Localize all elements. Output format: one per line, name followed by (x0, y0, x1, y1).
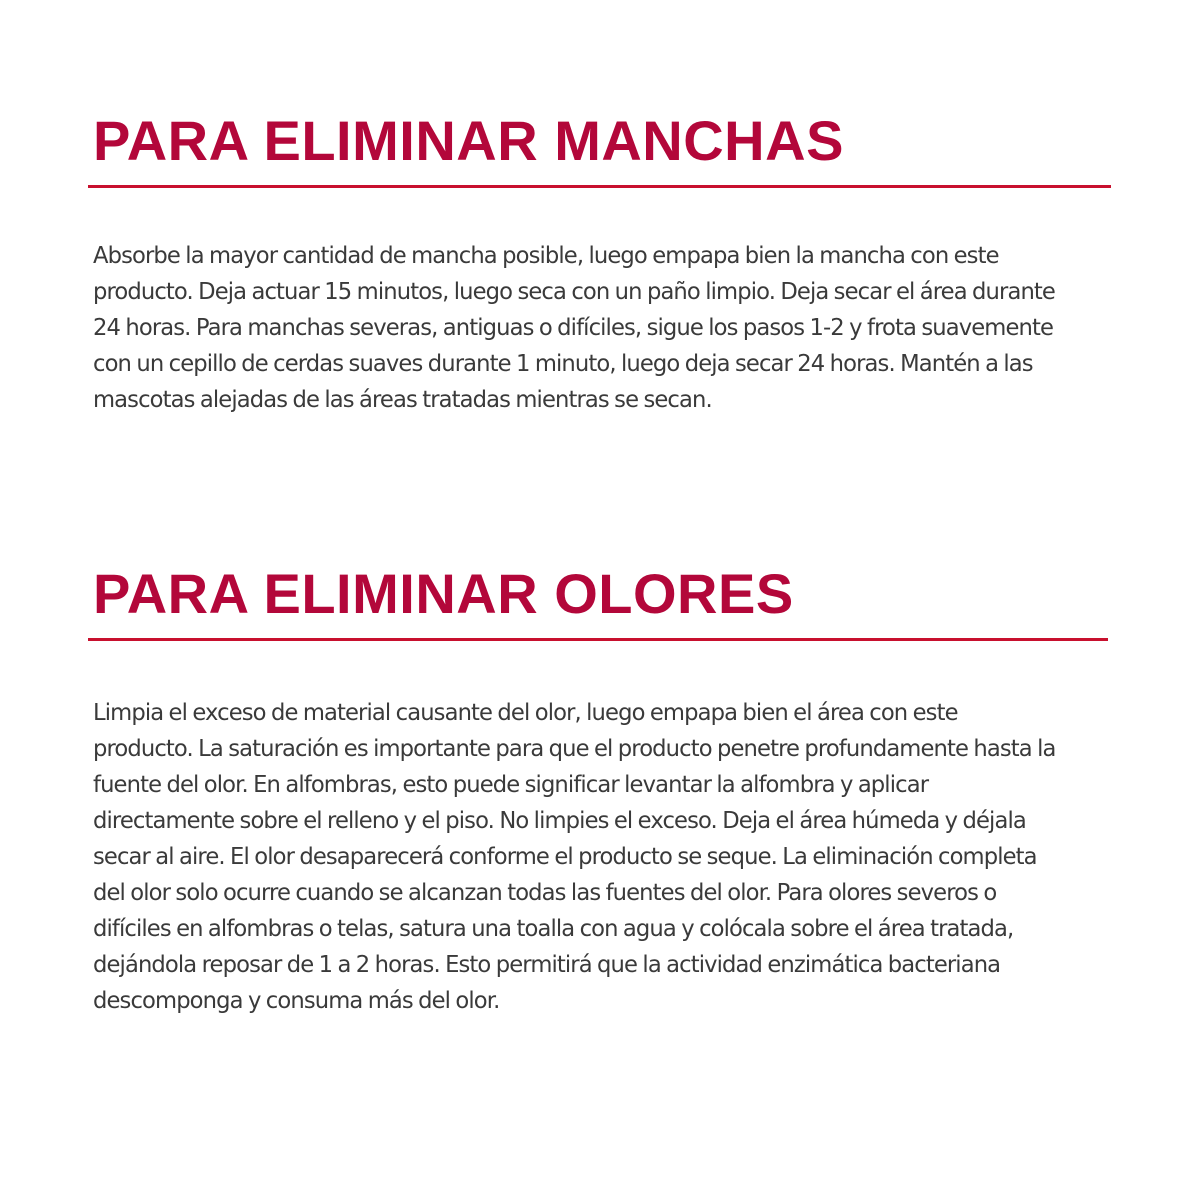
odors-heading: PARA ELIMINAR OLORES (93, 562, 794, 625)
odors-line: descomponga y consuma más del olor. (93, 988, 500, 1014)
odors-line: del olor solo ocurre cuando se alcanzan todas las fuentes del olor. Para olores severos o (93, 880, 997, 906)
odors-line: Limpia el exceso de material causante del olor, luego empapa bien el área con este (93, 700, 958, 726)
stains-line: con un cepillo de cerdas suaves durante 1 minuto, luego deja secar 24 horas. Mantén a las (93, 351, 1033, 377)
stains-heading-rule (88, 185, 1111, 188)
stains-line: producto. Deja actuar 15 minutos, luego seca con un paño limpio. Deja secar el área durante (93, 279, 1055, 305)
odors-line: directamente sobre el relleno y el piso. No limpies el exceso. Deja el área húmeda y déjala (93, 808, 1026, 834)
stains-heading: PARA ELIMINAR MANCHAS (93, 109, 844, 172)
odors-line: difíciles en alfombras o telas, satura una toalla con agua y colócala sobre el área tratada, (93, 916, 1014, 942)
odors-instructions (93, 695, 1098, 1019)
stains-line: Absorbe la mayor cantidad de mancha posible, luego empapa bien la mancha con este (93, 243, 999, 269)
odors-line: secar al aire. El olor desaparecerá conforme el producto se seque. La eliminación completa (93, 844, 1037, 870)
odors-line: dejándola reposar de 1 a 2 horas. Esto permitirá que la actividad enzimática bacteriana (93, 952, 1001, 978)
odors-line: producto. La saturación es importante para que el producto penetre profundamente hasta la (93, 736, 1056, 762)
stains-line: 24 horas. Para manchas severas, antiguas o difíciles, sigue los pasos 1-2 y frota suavemente (93, 315, 1054, 341)
odors-line: fuente del olor. En alfombras, esto puede significar levantar la alfombra y aplicar (93, 772, 929, 798)
stains-line: mascotas alejadas de las áreas tratadas mientras se secan. (93, 387, 712, 413)
odors-heading-rule (88, 638, 1108, 641)
stains-instructions (93, 238, 1098, 418)
